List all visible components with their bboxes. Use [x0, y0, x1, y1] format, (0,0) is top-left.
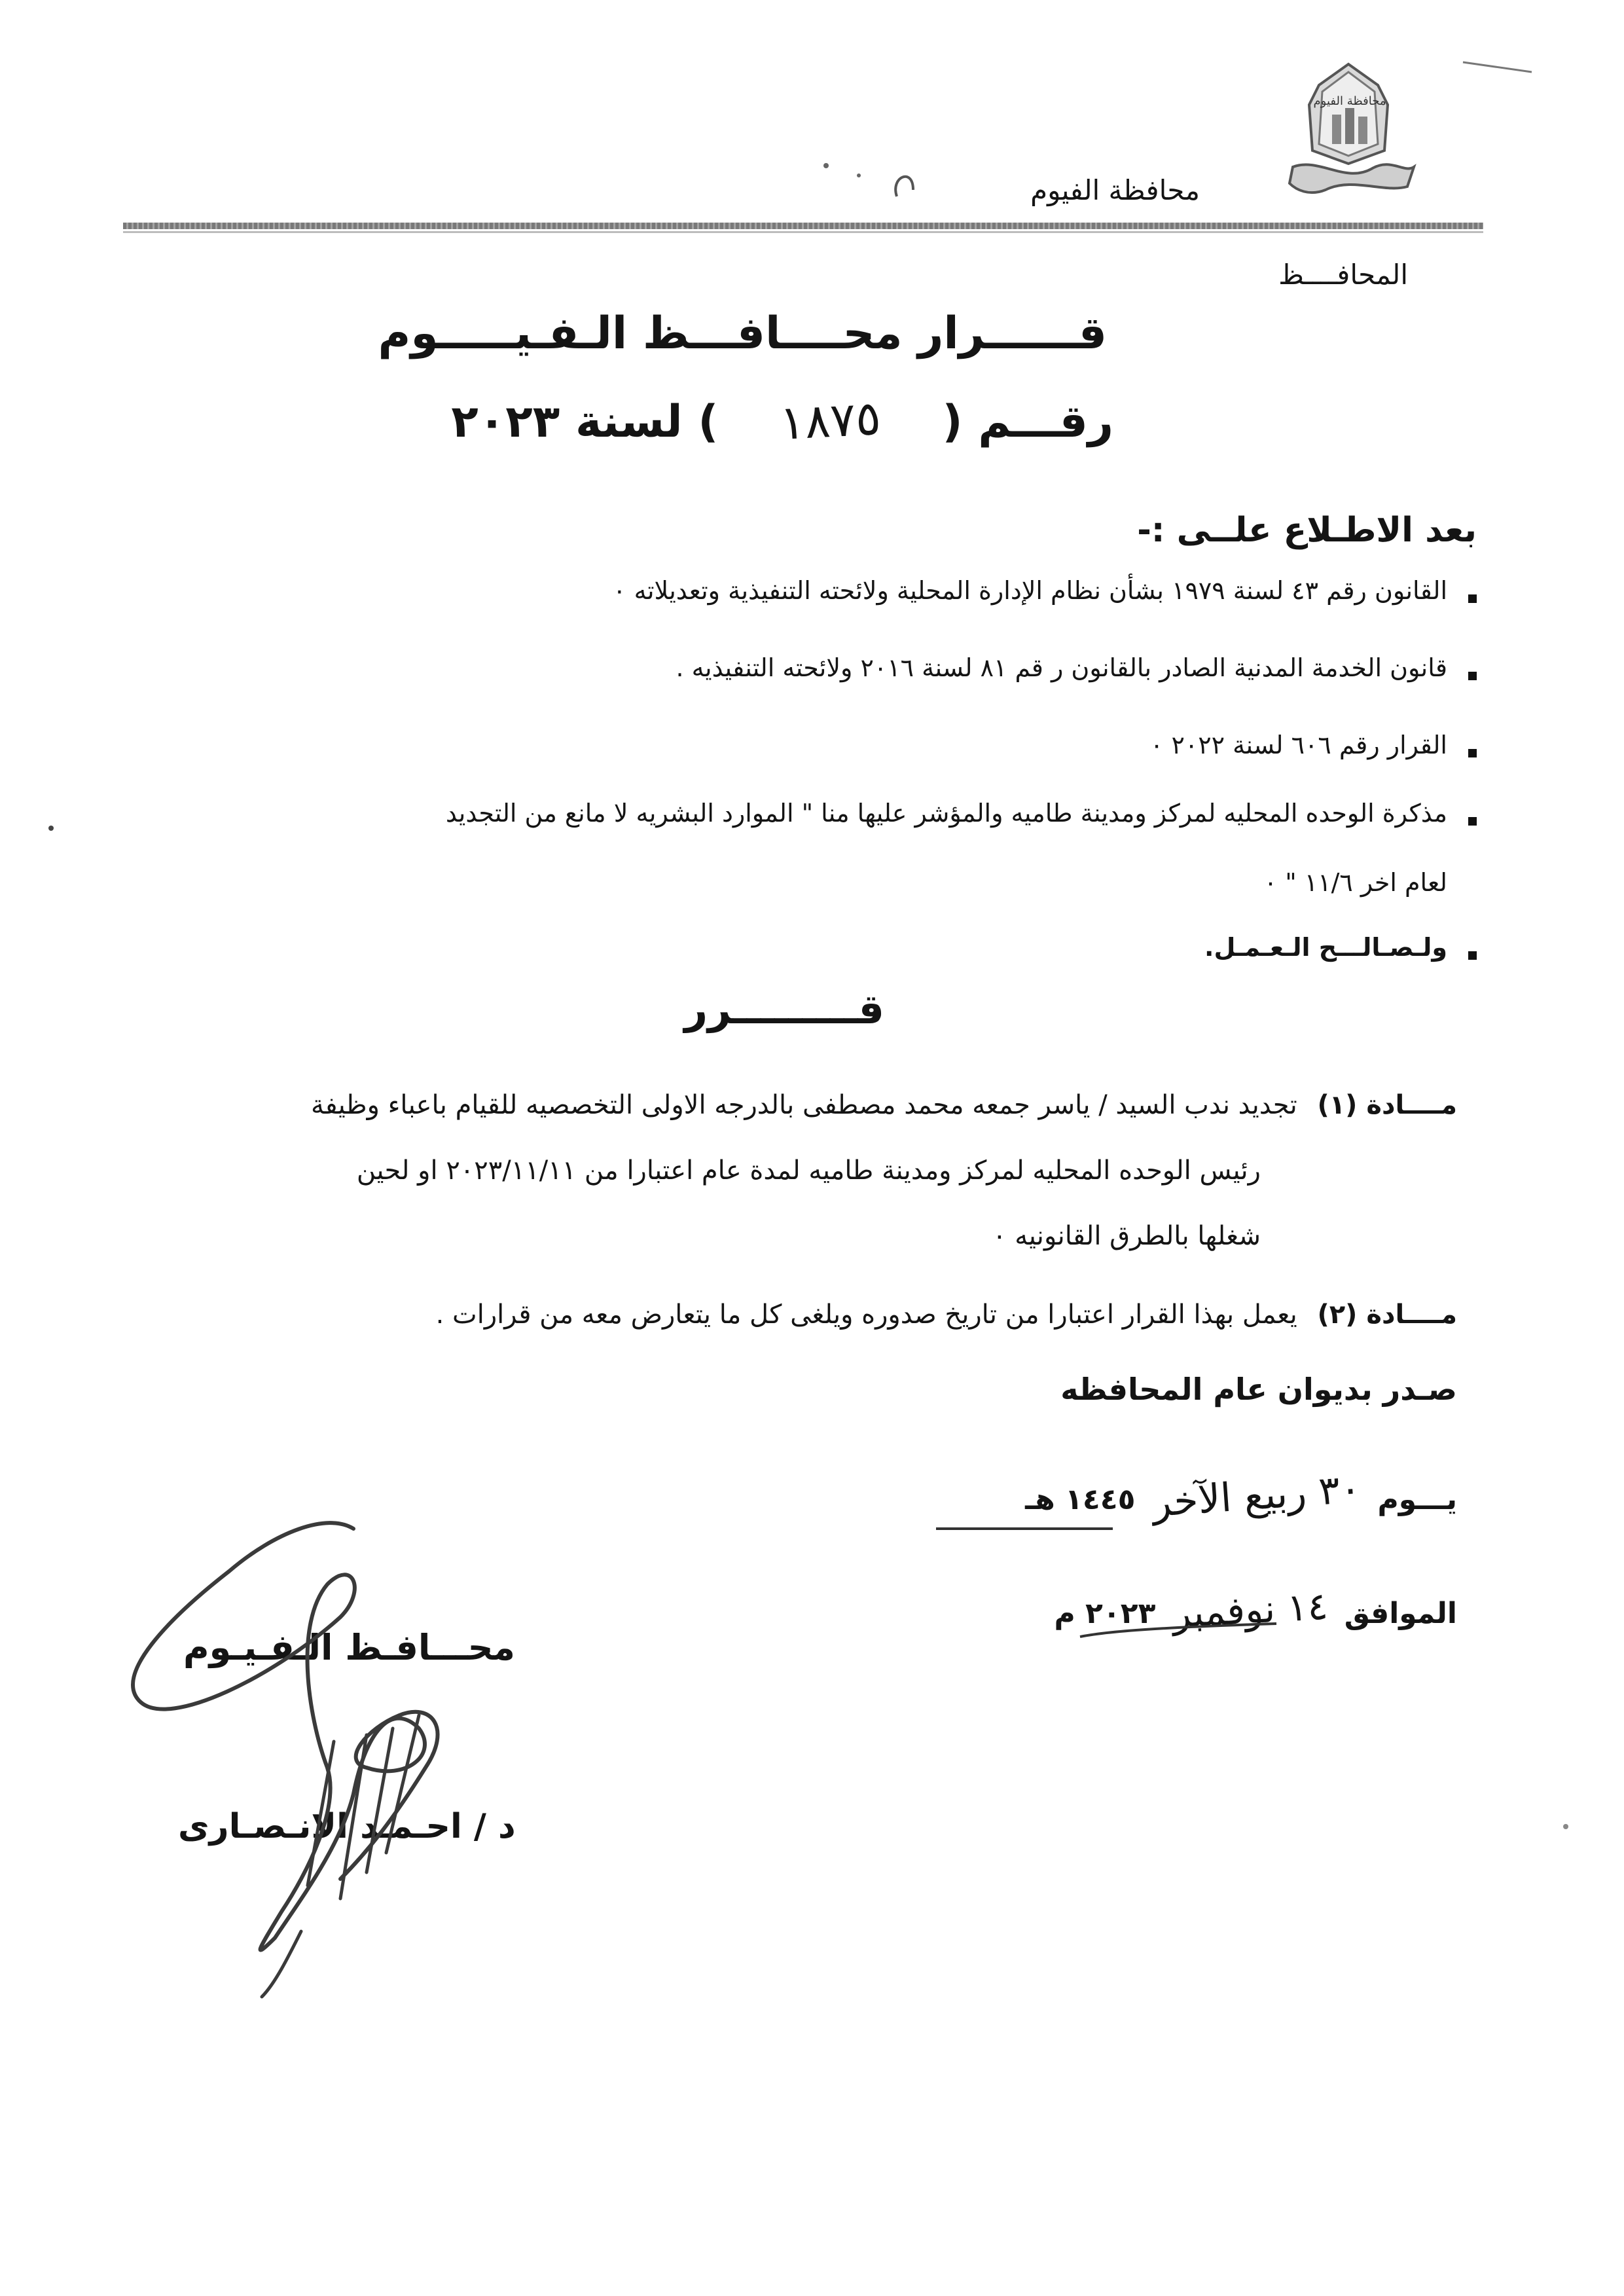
list-item-text: القرار رقم ٦٠٦ لسنة ٢٠٢٢ ٠	[1149, 731, 1447, 759]
decision-heading: قـــــــــرر	[684, 985, 884, 1033]
article-1-label: مــــادة (١)	[1317, 1090, 1457, 1120]
list-item-text: قانون الخدمة المدنية الصادر بالقانون ر قم ٨١ لسنة ٢٠١٦ ولائحته التنفيذيه .	[676, 653, 1447, 682]
date-hijri-year: ١٤٤٥ هـ	[1025, 1483, 1136, 1516]
date-hijri-prefix: يـــوم	[1377, 1483, 1457, 1516]
article-1-line-3: شغلها بالطرق القانونيه ٠	[992, 1221, 1261, 1251]
scan-mark	[895, 177, 913, 196]
scan-mark	[823, 163, 829, 168]
scan-mark	[1563, 1824, 1568, 1829]
decree-number-prefix: رقـــم (	[942, 396, 1113, 448]
date-gregorian-year: ٢٠٢٣ م	[1054, 1597, 1156, 1630]
decree-number-suffix: ) لسنة ٢٠٢٣	[451, 396, 719, 448]
signatory-name: د / احـمـد الانـصـارى	[178, 1807, 516, 1846]
scan-mark	[1463, 62, 1532, 72]
list-item-text: القانون رقم ٤٣ لسنة ١٩٧٩ بشأن نظام الإدارة المحلية ولائحته التنفيذية وتعديلاته ٠	[613, 576, 1447, 605]
governorate-name: محافظة الفيوم	[1030, 174, 1200, 206]
article-2-label: مــــادة (٢)	[1317, 1300, 1457, 1330]
scan-mark	[48, 826, 54, 831]
date-gregorian-prefix: الموافق	[1344, 1597, 1457, 1630]
list-item-text-continued: لعام اخر ١١/٦ " ٠	[1263, 868, 1447, 897]
scan-mark	[857, 173, 861, 177]
date-hijri-handwritten: ٣٠ ربيع الآخر	[1150, 1465, 1363, 1527]
office-label: المحافــــظ	[1278, 259, 1408, 291]
date-gregorian-underline	[1080, 1624, 1276, 1637]
signatory-title: محـــافـظ الـفـيـوم	[183, 1627, 515, 1668]
preamble-heading: بعد الاطـلاع علــى :-	[1137, 511, 1477, 550]
date-gregorian-handwritten: ١٤ نوفمبر	[1171, 1583, 1329, 1637]
article-1-text: تجديد ندب السيد / ياسر جمعه محمد مصطفى بالدرجه الاولى التخصصيه للقيام باعباء وظيفة	[311, 1090, 1297, 1120]
list-item-text: مذكرة الوحده المحليه لمركز ومدينة طاميه والمؤشر عليها منا " الموارد البشريه لا مانع من التجديد	[445, 799, 1447, 828]
issued-at: صـدر بديوان عام المحافظه	[1060, 1372, 1457, 1407]
emblem-text: محافظة الفيوم	[1313, 94, 1386, 108]
article-2-text: يعمل بهذا القرار اعتبارا من تاريخ صدوره ويلغى كل ما يتعارض معه من قرارات .	[435, 1300, 1297, 1330]
decree-number-handwritten: ١٨٧٥	[778, 390, 882, 450]
signature-scribble	[262, 1931, 301, 1997]
decree-title: قــــــرار محــــافـــظ الـفـيـــــوم	[378, 308, 1107, 359]
list-item-text: ولـصـالـــح الـعـمـل.	[1204, 933, 1447, 962]
article-1-line-2: رئيس الوحده المحليه لمركز ومدينة طاميه لمدة عام اعتبارا من ٢٠٢٣/١١/١١ او لحين	[356, 1156, 1261, 1186]
